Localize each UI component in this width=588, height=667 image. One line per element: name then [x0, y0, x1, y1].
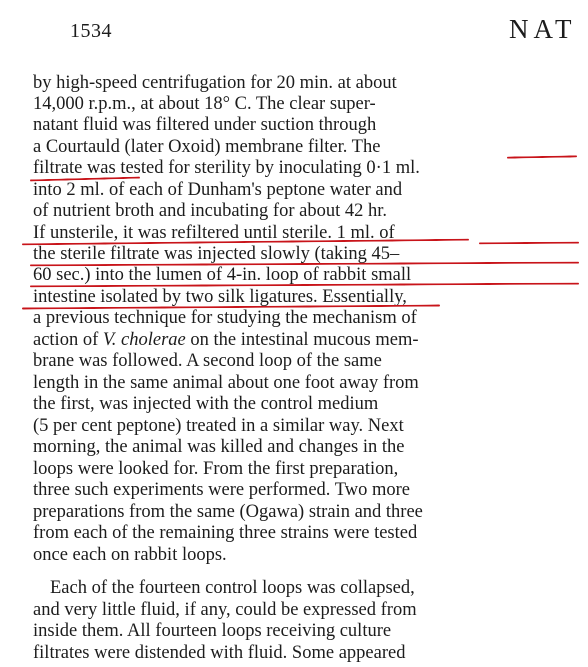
- text-line: and very little fluid, if any, could be expressed from: [33, 600, 417, 620]
- text-line: length in the same animal about one foot away from: [33, 373, 419, 393]
- species-name: V. cholerae: [102, 330, 186, 350]
- text-run: action of: [33, 330, 103, 350]
- text-line: of nutrient broth and incubating for about 42 hr.: [33, 201, 387, 221]
- text-line: brane was followed. A second loop of the same: [33, 351, 382, 371]
- text-line: into 2 ml. of each of Dunham's peptone water and: [33, 180, 403, 200]
- text-line: the sterile filtrate was injected slowly (taking 45–: [33, 244, 400, 264]
- text-line: from each of the remaining three strains were tested: [33, 523, 418, 543]
- text-line: once each on rabbit loops.: [33, 545, 227, 565]
- text-line: Each of the fourteen control loops was collapsed,: [50, 578, 415, 598]
- text-line: preparations from the same (Ogawa) strain and three: [33, 502, 423, 522]
- text-line: by high-speed centrifugation for 20 min. at about: [33, 73, 397, 93]
- text-line: three such experiments were performed. Two more: [33, 480, 410, 500]
- text-line: filtrates were distended with fluid. Some appeared: [33, 643, 406, 663]
- text-line: loops were looked for. From the first preparation,: [33, 459, 399, 479]
- text-line: (5 per cent peptone) treated in a similar way. Next: [33, 416, 404, 436]
- text-line: the first, was injected with the control medium: [33, 394, 379, 414]
- red-underline: [507, 155, 577, 158]
- text-line: [33, 330, 419, 350]
- text-line: If unsterile, it was refiltered until sterile. 1 ml. of: [33, 223, 395, 243]
- text-line: 14,000 r.p.m., at about 18° C. The clear super-: [33, 94, 376, 114]
- text-line: natant fluid was filtered under suction through: [33, 115, 377, 135]
- red-underline: [479, 242, 579, 245]
- page-number: 1534: [70, 20, 112, 42]
- text-line: filtrate was tested for sterility by inoculating 0·1 ml.: [33, 158, 420, 178]
- journal-title: NAT: [509, 14, 577, 44]
- text-line: a Courtauld (later Oxoid) membrane filter. The: [33, 137, 381, 157]
- text-line: inside them. All fourteen loops receiving culture: [33, 621, 392, 641]
- text-line: intestine isolated by two silk ligatures. Essentially,: [33, 287, 407, 307]
- text-line: a previous technique for studying the mechanism of: [33, 308, 417, 328]
- text-run: on the intestinal mucous mem-: [185, 330, 419, 350]
- text-line: morning, the animal was killed and changes in the: [33, 437, 405, 457]
- text-line: 60 sec.) into the lumen of 4-in. loop of rabbit small: [33, 265, 412, 285]
